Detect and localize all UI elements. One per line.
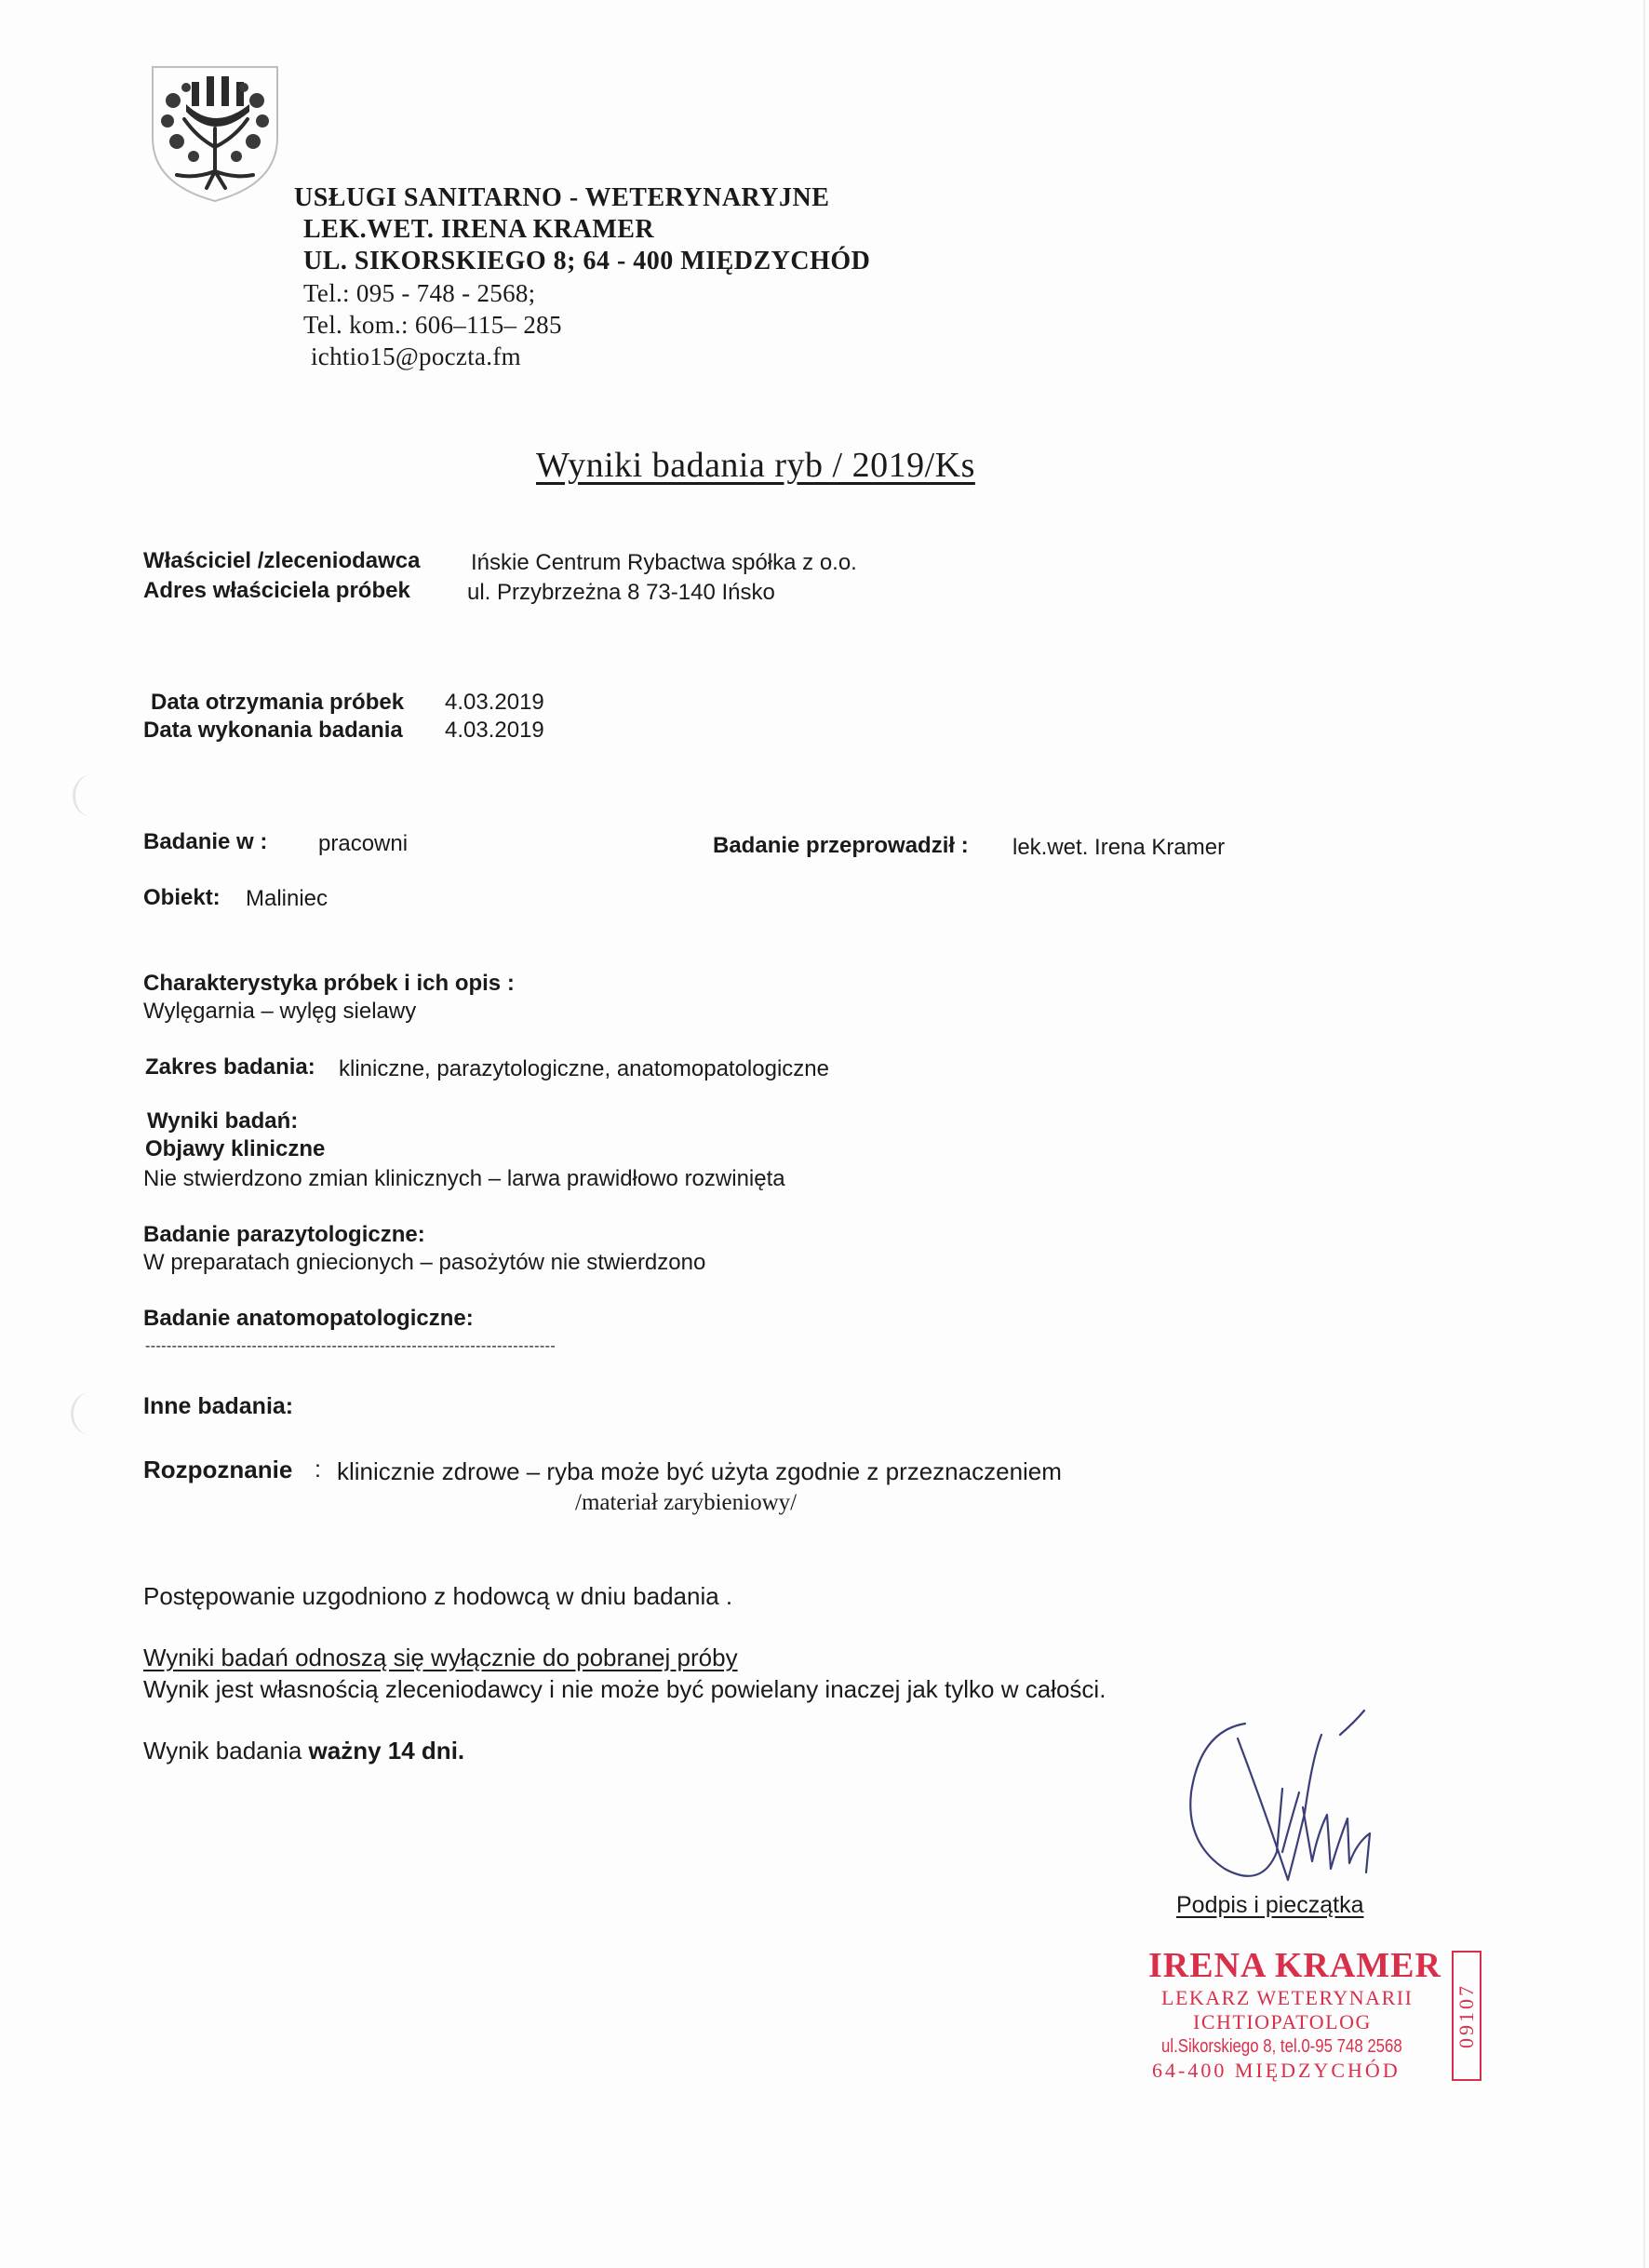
company-name: USŁUGI SANITARNO - WETERYNARYJNE <box>294 183 830 212</box>
exam-by-value: lek.wet. Irena Kramer <box>1012 835 1226 860</box>
signature-caption: Podpis i pieczątka <box>1176 1892 1364 1918</box>
company-address: UL. SIKORSKIEGO 8; 64 - 400 MIĘDZYCHÓD <box>303 247 871 275</box>
validity-period: ważny 14 dni. <box>308 1737 465 1765</box>
parasitology-value: W preparatach gniecionych – pasożytów nie stwierdzono <box>143 1250 706 1275</box>
stamp-title-vet: LEKARZ WETERYNARII <box>1161 1986 1414 2009</box>
diagnosis-value: klinicznie zdrowe – ryba może być użyta zgodnie z przeznaczeniem <box>337 1457 1062 1485</box>
diagnosis-separator: : <box>315 1456 321 1483</box>
clinical-label: Objawy kliniczne <box>145 1136 326 1161</box>
received-date-value: 4.03.2019 <box>445 690 544 715</box>
stamp-city: 64-400 MIĘDZYCHÓD <box>1152 2059 1401 2082</box>
procedure-note: Postępowanie uzgodniono z hodowcą w dniu badania . <box>143 1582 733 1610</box>
stamp-title-ichthyopathologist: ICHTIOPATOLOG <box>1193 2010 1372 2033</box>
performed-date-value: 4.03.2019 <box>445 718 544 743</box>
anatomopathology-label: Badanie anatomopatologiczne: <box>143 1306 474 1331</box>
parasitology-label: Badanie parazytologiczne: <box>143 1222 425 1247</box>
page-fold-shadow <box>1643 0 1645 2268</box>
punch-hole-mark <box>71 1392 111 1435</box>
handwritten-signature <box>1173 1703 1414 1899</box>
samples-label: Charakterystyka próbek i ich opis : <box>143 971 515 996</box>
owner-value: Ińskie Centrum Rybactwa spółka z o.o. <box>471 550 857 575</box>
coat-of-arms-logo <box>149 63 281 205</box>
results-heading: Wyniki badań: <box>147 1108 299 1134</box>
validity-note <box>143 1737 464 1765</box>
results-scope-note: Wyniki badań odnoszą się wyłącznie do pobranej próby <box>143 1644 738 1671</box>
owner-address-label: Adres właściciela próbek <box>143 578 410 603</box>
document-title: Wyniki badania ryb / 2019/Ks <box>536 446 975 485</box>
stamp-number-box <box>1452 1951 1481 2081</box>
validity-prefix: Wynik badania <box>143 1737 309 1765</box>
scope-value: kliniczne, parazytologiczne, anatomopatologiczne <box>339 1056 829 1081</box>
owner-address-value: ul. Przybrzeżna 8 73-140 Ińsko <box>467 580 775 605</box>
company-email: ichtio15@poczta.fm <box>311 342 521 370</box>
exam-place-label: Badanie w : <box>143 829 268 854</box>
anatomopathology-value: ----------------------------------------------------------------------------- <box>145 1338 556 1354</box>
stamp-number: 09107 <box>1455 1983 1478 2048</box>
object-label: Obiekt: <box>143 885 221 910</box>
scope-label: Zakres badania: <box>145 1054 315 1080</box>
other-exams-label: Inne badania: <box>143 1393 294 1419</box>
stamp-address: ul.Sikorskiego 8, tel.0-95 748 2568 <box>1161 2036 1402 2057</box>
company-phone: Tel.: 095 - 748 - 2568; <box>303 279 536 307</box>
object-value: Maliniec <box>246 886 328 911</box>
vet-name: LEK.WET. IRENA KRAMER <box>303 215 655 244</box>
punch-hole-mark <box>73 774 113 817</box>
stamp-name: IRENA KRAMER <box>1148 1946 1441 1985</box>
exam-by-label: Badanie przeprowadził : <box>713 833 969 858</box>
owner-label: Właściciel /zleceniodawca <box>143 548 421 573</box>
received-date-label: Data otrzymania próbek <box>151 690 405 715</box>
samples-value: Wylęgarnia – wylęg sielawy <box>143 999 417 1024</box>
ownership-note: Wynik jest własnością zleceniodawcy i nie może być powielany inaczej jak tylko w całości. <box>143 1675 1106 1703</box>
diagnosis-note: /materiał zarybieniowy/ <box>575 1490 798 1515</box>
exam-place-value: pracowni <box>318 831 409 856</box>
diagnosis-label: Rozpoznanie <box>143 1456 293 1483</box>
company-mobile: Tel. kom.: 606–115– 285 <box>303 311 562 339</box>
clinical-value: Nie stwierdzono zmian klinicznych – larwa prawidłowo rozwinięta <box>143 1166 785 1191</box>
performed-date-label: Data wykonania badania <box>143 718 403 743</box>
